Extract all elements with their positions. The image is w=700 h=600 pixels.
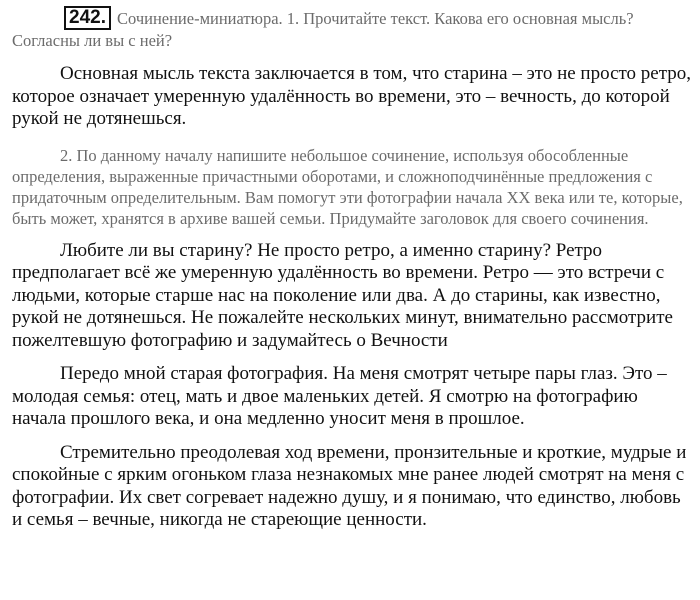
task-1-text: Сочинение-миниатюра. 1. Прочитайте текст. Какова его основная мысль? Согласны ли вы с ней? (12, 9, 634, 50)
task-2-text: 2. По данному началу напишите небольшое сочинение, используя обособленные определения, выраженные причастными оборотами, и сложноподчинённые предложения с придаточным определительным. Вам помогут эти фотографии начала XX века или те, которые, быть может, хранятся в архиве вашей семьи. Придумайте заголовок для своего сочинения. (12, 145, 683, 228)
task-1 (12, 6, 692, 51)
essay-paragraph-3: Стремительно преодолевая ход времени, пронзительные и кроткие, мудрые и спокойные с ярким огоньком глаза незнакомых мне ранее людей смотрят на меня с фотографии. Их свет согревает надежно душу, и я понимаю, что единство, любовь и семья – вечные, никогда не стареющие ценности. (12, 441, 687, 530)
essay-paragraph-2: Передо мной старая фотография. На меня смотрят четыре пары глаз. Это – молодая семья: отец, мать и двое маленьких детей. Я смотрю на фотографию начала прошлого века, и она медленно уносит меня в прошлое. (12, 363, 667, 429)
exercise-number: 242. (64, 6, 111, 30)
main-idea-answer: Основная мысль текста заключается в том, что старина – это не просто ретро, которое означает умеренную удалённость во времени, это – вечность, до которой рукой не дотянешься. (12, 63, 692, 129)
essay-paragraph-1: Любите ли вы старину? Не просто ретро, а именно старину? Ретро предполагает всё же умеренную удалённость во времени. Ретро — это встречи с людьми, которые старше нас на поколение или два. А до старины, как известно, рукой не дотянешься. Не пожалейте нескольких минут, внимательно рассмотрите пожелтевшую фотографию и задумайтесь о Вечности (12, 239, 673, 351)
